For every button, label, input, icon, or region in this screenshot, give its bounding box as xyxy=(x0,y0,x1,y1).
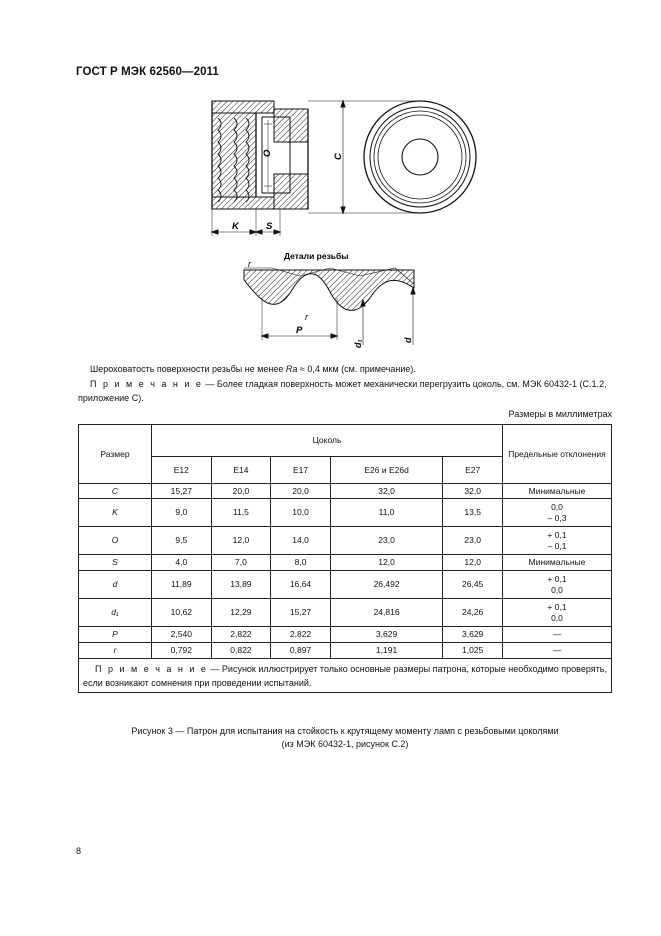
value-cell: 15,27 xyxy=(152,484,212,499)
value-cell: 20,0 xyxy=(211,484,271,499)
table-row xyxy=(79,555,612,571)
label-p: P xyxy=(296,325,303,336)
value-cell: 12,0 xyxy=(443,555,503,571)
table-row xyxy=(79,571,612,599)
param-cell: K xyxy=(79,499,152,527)
value-cell: 12,29 xyxy=(211,599,271,627)
limit-cell: Минимальные xyxy=(503,484,612,499)
value-cell: 3,629 xyxy=(443,627,503,643)
label-d: d xyxy=(403,337,413,343)
param-cell: r xyxy=(79,643,152,659)
value-cell: 10,0 xyxy=(271,499,331,527)
value-cell: 4,0 xyxy=(152,555,212,571)
note-1-label: П р и м е ч а н и е xyxy=(90,379,203,389)
value-cell: 2,822 xyxy=(211,627,271,643)
value-cell: 11,0 xyxy=(330,499,442,527)
label-r-top: r xyxy=(248,259,251,269)
label-o: O xyxy=(262,149,273,157)
units-note: Размеры в миллиметрах xyxy=(508,409,612,419)
value-cell: 14,0 xyxy=(271,527,331,555)
value-cell: 16,64 xyxy=(271,571,331,599)
header-limits: Предельные отклонения xyxy=(503,425,612,484)
value-cell: 8,0 xyxy=(271,555,331,571)
note-1 xyxy=(78,377,612,405)
param-cell: d xyxy=(79,571,152,599)
label-c: C xyxy=(333,153,344,160)
label-r-bottom: r xyxy=(305,312,308,322)
value-cell: 9,0 xyxy=(152,499,212,527)
value-cell: 0,792 xyxy=(152,643,212,659)
base-col: E26 и E26d xyxy=(330,457,442,484)
limit-cell: Минимальные xyxy=(503,555,612,571)
header-size: Размер xyxy=(79,425,152,484)
value-cell: 7,0 xyxy=(211,555,271,571)
table-row xyxy=(79,484,612,499)
table-row xyxy=(79,627,612,643)
limit-cell: + 0,1 0,0 xyxy=(503,599,612,627)
table-note: П р и м е ч а н и е — Рисунок иллюстрирует только основные размеры патрона, которые необходимо проверять, если возникают сомнения при проведении испытаний. xyxy=(79,659,612,693)
base-col: E27 xyxy=(443,457,503,484)
value-cell: 13,89 xyxy=(211,571,271,599)
table-row xyxy=(79,527,612,555)
value-cell: 24,816 xyxy=(330,599,442,627)
value-cell: 23,0 xyxy=(330,527,442,555)
label-k: K xyxy=(232,221,239,232)
value-cell: 1,191 xyxy=(330,643,442,659)
value-cell: 12,0 xyxy=(211,527,271,555)
value-cell: 1,025 xyxy=(443,643,503,659)
figure-caption: Рисунок 3 — Патрон для испытания на стойкость к крутящему моменту ламп с резьбовыми цоколями (из МЭК 60432-1, рисунок С.2) xyxy=(131,726,559,749)
table-row xyxy=(79,643,612,659)
page-title: ГОСТ Р МЭК 62560—2011 xyxy=(76,66,219,78)
value-cell: 11,5 xyxy=(211,499,271,527)
table-row xyxy=(79,599,612,627)
dimensions-table xyxy=(78,424,612,693)
section-view xyxy=(212,101,308,236)
base-col: E14 xyxy=(211,457,271,484)
value-cell: 24,26 xyxy=(443,599,503,627)
value-cell: 32,0 xyxy=(443,484,503,499)
param-cell: P xyxy=(79,627,152,643)
value-cell: 9,5 xyxy=(152,527,212,555)
limit-cell: — xyxy=(503,643,612,659)
value-cell: 13,5 xyxy=(443,499,503,527)
table-row xyxy=(79,499,612,527)
value-cell: 0,822 xyxy=(211,643,271,659)
limit-cell: + 0,1 0,0 xyxy=(503,571,612,599)
param-cell: d₁ xyxy=(79,599,152,627)
value-cell: 2,822 xyxy=(271,627,331,643)
limit-cell: — xyxy=(503,627,612,643)
value-cell: 12,0 xyxy=(330,555,442,571)
param-cell: O xyxy=(79,527,152,555)
label-s: S xyxy=(266,221,273,232)
thread-details-label: Детали резьбы xyxy=(284,251,349,261)
label-d1: d₁ xyxy=(353,339,363,348)
limit-cell: + 0,1 – 0,1 xyxy=(503,527,612,555)
value-cell: 32,0 xyxy=(330,484,442,499)
value-cell: 11,89 xyxy=(152,571,212,599)
base-col: E17 xyxy=(271,457,331,484)
param-cell: S xyxy=(79,555,152,571)
page-number: 8 xyxy=(76,846,82,856)
param-cell: C xyxy=(79,484,152,499)
holder-drawing xyxy=(0,0,661,360)
header-base: Цоколь xyxy=(152,425,503,457)
roughness-text: Шероховатость поверхности резьбы не менее Ra ≈ 0,4 мкм (см. примечание). xyxy=(90,364,416,374)
thread-detail xyxy=(244,268,415,345)
value-cell: 26,492 xyxy=(330,571,442,599)
value-cell: 20,0 xyxy=(271,484,331,499)
value-cell: 10,62 xyxy=(152,599,212,627)
value-cell: 15,27 xyxy=(271,599,331,627)
note-1-text: — Более гладкая поверхность может механически перегрузить цоколь, см. МЭК 60432-1 (С.1.2, приложение С). xyxy=(78,379,607,403)
value-cell: 3,629 xyxy=(330,627,442,643)
value-cell: 23,0 xyxy=(443,527,503,555)
limit-cell: 0,0 – 0,3 xyxy=(503,499,612,527)
value-cell: 2,540 xyxy=(152,627,212,643)
roughness-ra: Ra xyxy=(285,364,298,374)
value-cell: 0,897 xyxy=(271,643,331,659)
base-col: E12 xyxy=(152,457,212,484)
value-cell: 26,45 xyxy=(443,571,503,599)
